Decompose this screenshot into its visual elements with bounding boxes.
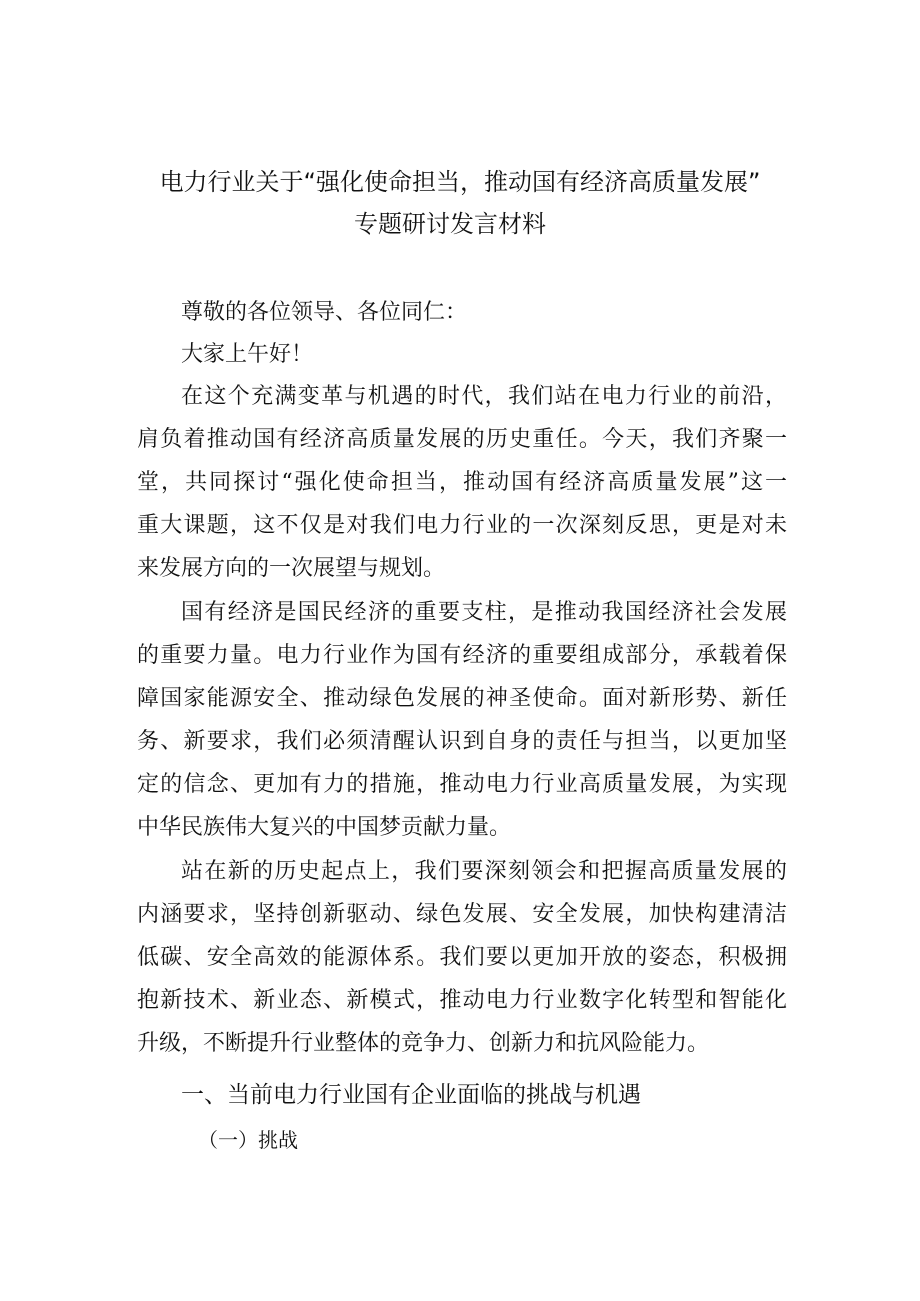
paragraph-2-line-3: 障国家能源安全、推动绿色发展的神圣使命。面对新形势、新任: [137, 686, 787, 711]
paragraph-3-line-5: 升级，不断提升行业整体的竞争力、创新力和抗风险能力。: [137, 1031, 710, 1056]
paragraph-1-line-5: 来发展方向的一次展望与规划。: [137, 556, 446, 581]
salutation: 尊敬的各位领导、各位同仁：: [181, 300, 468, 325]
subsection-heading: （一）挑战: [198, 1128, 298, 1152]
paragraph-2-line-1: 国有经济是国民经济的重要支柱，是推动我国经济社会发展: [181, 600, 787, 625]
paragraph-1-line-3: 堂，共同探讨“强化使命担当，推动国有经济高质量发展”这一: [137, 470, 787, 495]
paragraph-1-line-4: 重大课题，这不仅是对我们电力行业的一次深刻反思，更是对未: [137, 513, 787, 538]
document-title-line-2: 专题研讨发言材料: [354, 210, 546, 238]
paragraph-2-line-4: 务、新要求，我们必须清醒认识到自身的责任与担当，以更加坚: [137, 729, 787, 754]
section-heading: 一、当前电力行业国有企业面临的挑战与机遇: [181, 1082, 641, 1108]
paragraph-1-line-1: 在这个充满变革与机遇的时代，我们站在电力行业的前沿，: [181, 384, 787, 409]
paragraph-3-line-2: 内涵要求，坚持创新驱动、绿色发展、安全发展，加快构建清洁: [137, 902, 787, 927]
greeting: 大家上午好！: [181, 342, 314, 367]
document-title-line-1: 电力行业关于“强化使命担当，推动国有经济高质量发展”: [159, 168, 761, 196]
paragraph-3-line-1: 站在新的历史起点上，我们要深刻领会和把握高质量发展的: [181, 859, 787, 884]
paragraph-1-line-2: 肩负着推动国有经济高质量发展的历史重任。今天，我们齐聚一: [137, 427, 787, 452]
paragraph-2-line-5: 定的信念、更加有力的措施，推动电力行业高质量发展，为实现: [137, 772, 787, 797]
paragraph-2-line-6: 中华民族伟大复兴的中国梦贡献力量。: [137, 815, 512, 840]
paragraph-2-line-2: 的重要力量。电力行业作为国有经济的重要组成部分，承载着保: [137, 643, 787, 668]
paragraph-3-line-4: 抱新技术、新业态、新模式，推动电力行业数字化转型和智能化: [137, 988, 787, 1013]
paragraph-3-line-3: 低碳、安全高效的能源体系。我们要以更加开放的姿态，积极拥: [137, 945, 787, 970]
